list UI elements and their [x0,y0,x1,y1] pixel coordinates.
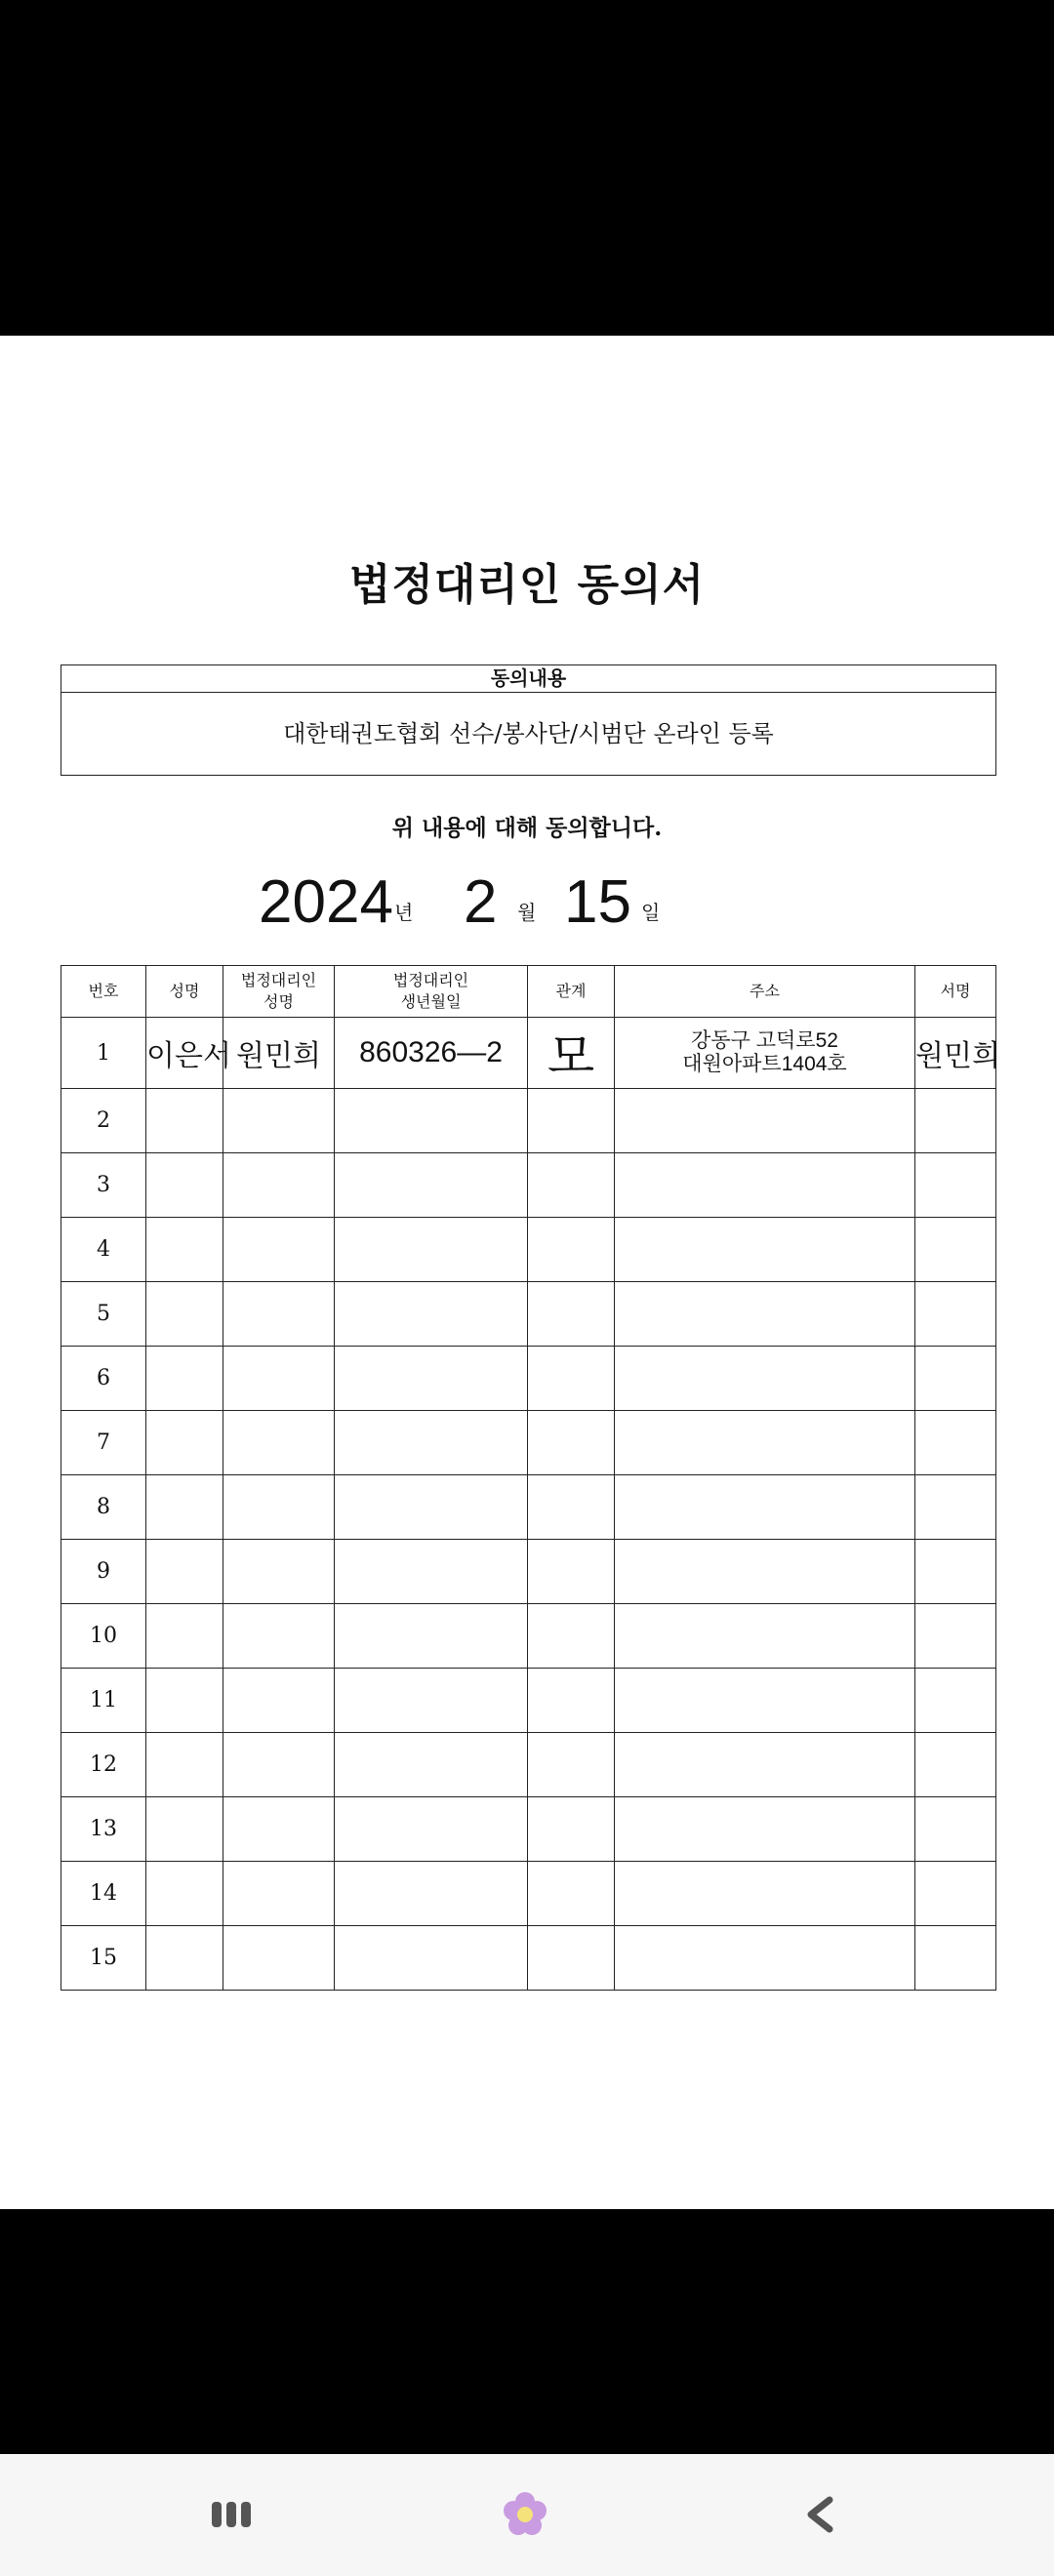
cell-relation [528,1797,615,1862]
cell-number: 4 [61,1218,146,1282]
guardian-table [61,965,1000,1991]
address-line-1: 강동구 고덕로52 [691,1029,838,1052]
cell-signature: 원민희 [915,1018,996,1089]
date-month: 2 [464,868,498,936]
header-guardian-name: 법정대리인 성명 [223,966,335,1018]
cell-name [146,1282,223,1347]
cell-guardian-birth [335,1475,528,1540]
table-row [61,1604,996,1669]
bottom-black-area [0,2209,1054,2454]
cell-address [615,1475,915,1540]
table-row [61,1153,996,1218]
cell-signature [915,1926,996,1991]
cell-guardian-birth [335,1282,528,1347]
date-year: 2024 [259,868,393,936]
cell-name [146,1153,223,1218]
cell-address [615,1669,915,1733]
top-black-area [0,0,1054,336]
cell-number: 10 [61,1604,146,1669]
cell-relation [528,1669,615,1733]
cell-signature [915,1153,996,1218]
document-page [0,336,1054,2209]
table-row [61,1475,996,1540]
home-flower-icon [502,2491,548,2538]
cell-name [146,1604,223,1669]
table-header-row [61,966,996,1018]
cell-name [146,1926,223,1991]
table-row [61,1218,996,1282]
date-day: 15 [564,868,631,936]
cell-signature [915,1282,996,1347]
cell-signature [915,1604,996,1669]
date-year-unit: 년 [394,901,414,924]
table-row [61,1089,996,1153]
cell-guardian-name [223,1089,335,1153]
cell-address [615,1797,915,1862]
cell-number: 2 [61,1089,146,1153]
cell-guardian-name [223,1733,335,1797]
cell-relation [528,1089,615,1153]
header-number: 번호 [61,966,146,1018]
cell-relation [528,1862,615,1926]
cell-relation [528,1153,615,1218]
cell-name [146,1347,223,1411]
table-row [61,1862,996,1926]
cell-signature [915,1475,996,1540]
back-button[interactable] [790,2490,849,2539]
cell-name [146,1797,223,1862]
cell-signature [915,1540,996,1604]
cell-guardian-birth [335,1089,528,1153]
cell-name: 이은서 [146,1018,223,1089]
consent-header: 동의내용 [61,665,995,693]
cell-relation [528,1733,615,1797]
cell-relation: 모 [528,1018,615,1089]
cell-relation [528,1411,615,1475]
table-row [61,1669,996,1733]
cell-guardian-name [223,1797,335,1862]
cell-guardian-birth [335,1669,528,1733]
cell-address [615,1540,915,1604]
cell-relation [528,1475,615,1540]
cell-guardian-name [223,1926,335,1991]
table-row [61,1540,996,1604]
cell-guardian-name [223,1540,335,1604]
cell-guardian-name [223,1862,335,1926]
cell-address [615,1926,915,1991]
cell-name [146,1218,223,1282]
cell-guardian-name [223,1604,335,1669]
header-signature: 서명 [915,966,996,1018]
cell-signature [915,1347,996,1411]
agree-statement: 위 내용에 대해 동의합니다. [391,815,663,841]
back-icon [802,2495,837,2534]
cell-guardian-name: 원민희 [223,1018,335,1089]
cell-guardian-birth [335,1540,528,1604]
cell-address [615,1347,915,1411]
cell-guardian-birth [335,1862,528,1926]
page-title: 법정대리인 동의서 [348,560,706,610]
cell-number: 9 [61,1540,146,1604]
cell-signature [915,1733,996,1797]
header-guardian-birth: 법정대리인 생년월일 [335,966,528,1018]
cell-number: 7 [61,1411,146,1475]
address-line-2: 대원아파트1404호 [682,1053,847,1075]
cell-name [146,1411,223,1475]
date-day-unit: 일 [641,901,661,924]
cell-name [146,1733,223,1797]
table-row [61,1018,996,1089]
cell-guardian-birth [335,1411,528,1475]
cell-name [146,1089,223,1153]
cell-guardian-name [223,1153,335,1218]
cell-relation [528,1218,615,1282]
cell-name [146,1669,223,1733]
cell-signature [915,1862,996,1926]
recent-apps-icon [210,2499,253,2530]
cell-guardian-name [223,1218,335,1282]
cell-signature [915,1411,996,1475]
cell-address [615,1089,915,1153]
cell-guardian-birth [335,1153,528,1218]
cell-relation [528,1926,615,1991]
cell-guardian-birth [335,1347,528,1411]
cell-address [615,1411,915,1475]
cell-signature [915,1669,996,1733]
table-row [61,1926,996,1991]
cell-guardian-name [223,1475,335,1540]
cell-guardian-name [223,1347,335,1411]
cell-signature [915,1089,996,1153]
consent-box [61,664,996,776]
table-row [61,1733,996,1797]
cell-number: 15 [61,1926,146,1991]
cell-address [615,1604,915,1669]
date-row [0,863,1054,950]
header-name: 성명 [146,966,223,1018]
system-navigation-bar [0,2454,1054,2576]
cell-guardian-birth [335,1218,528,1282]
cell-address [615,1153,915,1218]
date-month-unit: 월 [517,901,537,924]
cell-name [146,1862,223,1926]
header-address: 주소 [615,966,915,1018]
cell-name [146,1540,223,1604]
cell-number: 6 [61,1347,146,1411]
table-row [61,1411,996,1475]
table-row [61,1282,996,1347]
cell-guardian-name [223,1282,335,1347]
cell-relation [528,1347,615,1411]
cell-guardian-birth [335,1733,528,1797]
header-relation: 관계 [528,966,615,1018]
cell-signature [915,1797,996,1862]
table-row [61,1347,996,1411]
cell-guardian-birth [335,1797,528,1862]
cell-number: 11 [61,1669,146,1733]
cell-address [615,1282,915,1347]
cell-address [615,1218,915,1282]
cell-guardian-name [223,1669,335,1733]
cell-relation [528,1604,615,1669]
cell-guardian-birth [335,1604,528,1669]
cell-name [146,1475,223,1540]
cell-relation [528,1282,615,1347]
cell-number: 12 [61,1733,146,1797]
cell-address [615,1733,915,1797]
recent-apps-button[interactable] [202,2490,261,2539]
cell-number: 8 [61,1475,146,1540]
cell-address [615,1018,915,1089]
cell-signature [915,1218,996,1282]
table-row [61,1797,996,1862]
cell-number: 1 [61,1018,146,1089]
cell-guardian-name [223,1411,335,1475]
cell-number: 14 [61,1862,146,1926]
consent-text: 대한태권도협회 선수/봉사단/시범단 온라인 등록 [283,720,774,747]
cell-guardian-birth: 860326—2 [335,1018,528,1089]
cell-relation [528,1540,615,1604]
cell-number: 3 [61,1153,146,1218]
cell-address [615,1862,915,1926]
home-button[interactable] [496,2490,554,2539]
cell-number: 13 [61,1797,146,1862]
cell-guardian-birth [335,1926,528,1991]
cell-number: 5 [61,1282,146,1347]
